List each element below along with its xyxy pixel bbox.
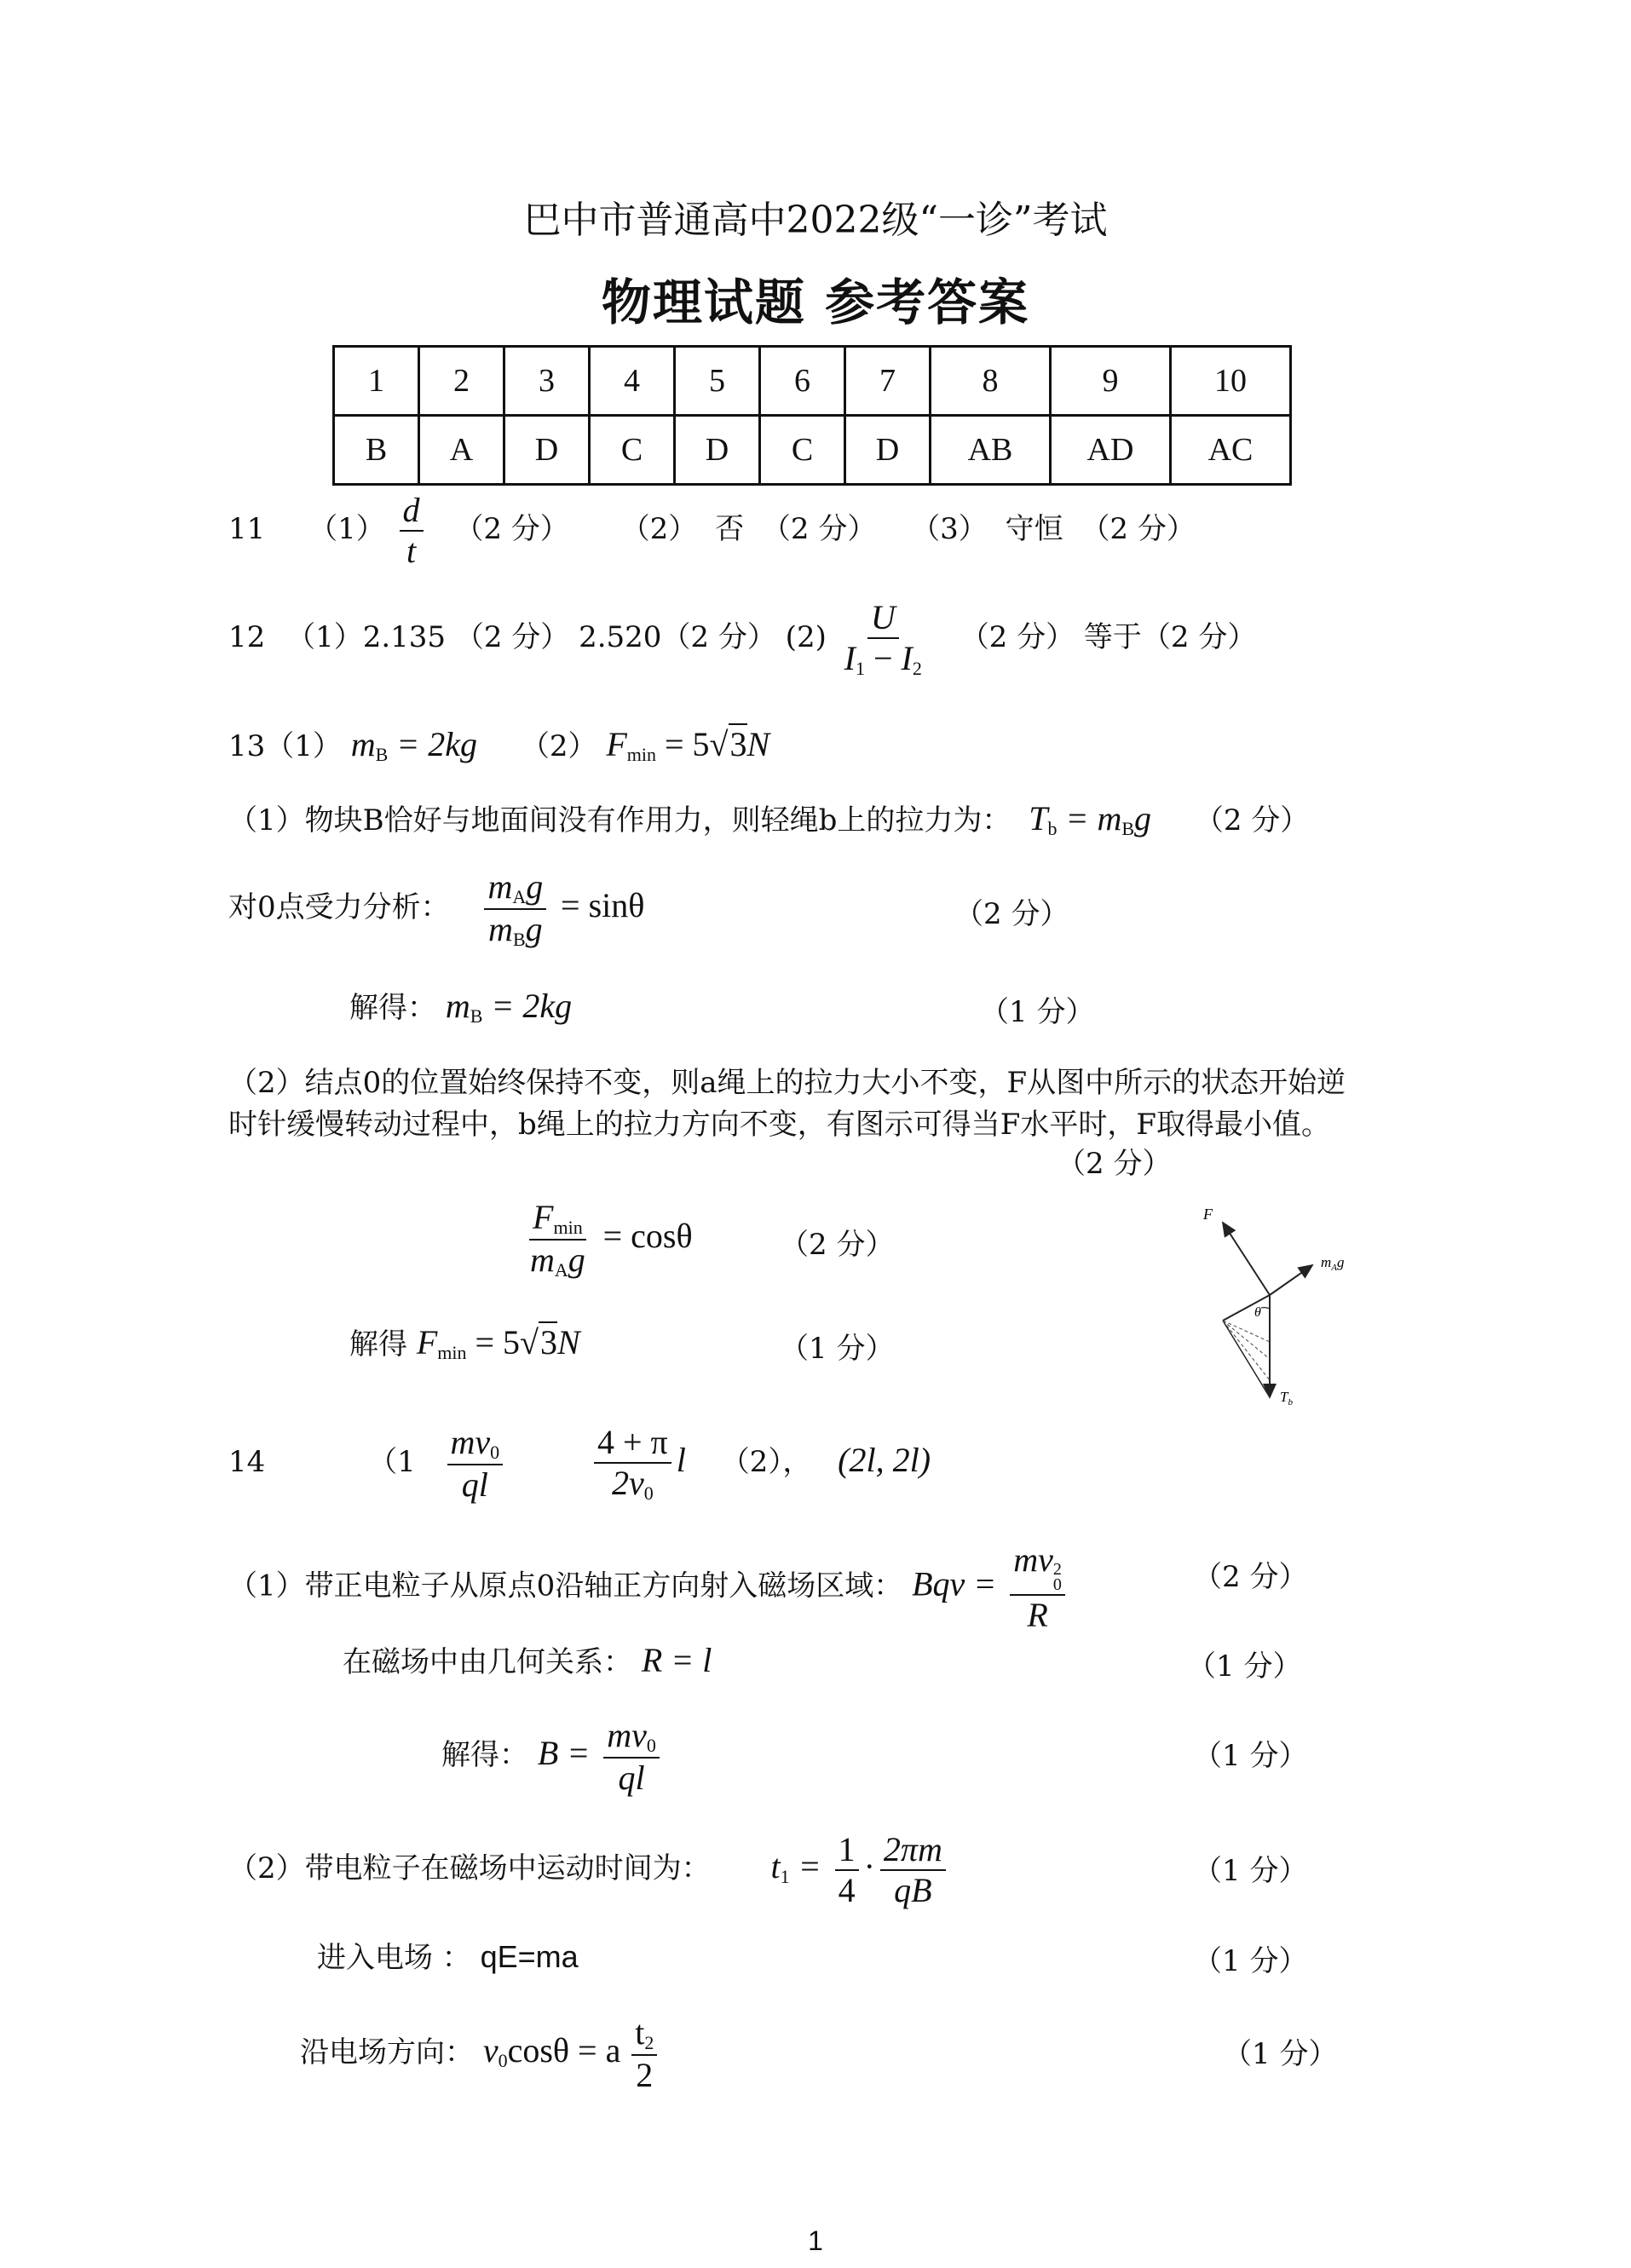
fraction [880, 1832, 946, 1908]
q13-header: 13（1） $m_B = 2kg$ （2） $F_{min} = 5√3N$ [228, 725, 770, 765]
score: （2 分） [761, 512, 877, 546]
fraction [594, 1425, 671, 1503]
force-mag-arrow [1270, 1265, 1312, 1295]
subscript: B [512, 929, 526, 951]
fraction [400, 492, 424, 569]
part-label: （2）， [720, 1445, 812, 1480]
q13-eq4 [522, 1200, 693, 1280]
step-text: 解得： [349, 991, 436, 1025]
subscript: 1 [855, 658, 865, 679]
score: （2 分） [1193, 1560, 1308, 1594]
subscript: 0 [490, 1442, 500, 1463]
score: （2 分） [454, 512, 569, 546]
fraction [1010, 1542, 1065, 1633]
q14-line1 [228, 1542, 1070, 1633]
expr: Bqv = [912, 1564, 1006, 1603]
step-text: 解得 [349, 1327, 407, 1361]
table-row-answers [334, 416, 1291, 485]
var: g [568, 1240, 585, 1280]
var: m [445, 987, 470, 1025]
subscript: A [554, 1259, 568, 1281]
q14-line3 [441, 1718, 665, 1796]
var: g [525, 910, 543, 949]
expr: R = l [641, 1641, 712, 1679]
frac-den: R [1027, 1596, 1048, 1634]
step-text: 对0点受力分析： [228, 890, 450, 925]
fraction [484, 869, 546, 949]
score: （2 分） [1081, 512, 1196, 546]
var: I [844, 639, 856, 677]
part-label: （1） [265, 729, 342, 763]
table-row-numbers [334, 347, 1291, 416]
var: T [1029, 799, 1048, 838]
expr: = m [1057, 799, 1122, 838]
frac-num: d [400, 492, 424, 532]
var: m [488, 910, 513, 949]
subscript: B [1121, 818, 1135, 839]
subscript: b [1047, 818, 1058, 839]
part-label: （1） [308, 512, 385, 546]
operator: · [863, 1847, 875, 1885]
table-cell: B [334, 416, 419, 485]
var: v [482, 2031, 499, 2070]
fraction [835, 1832, 859, 1908]
var: m [350, 725, 376, 763]
var: mv [1013, 1540, 1053, 1579]
step-text: （1）带正电粒子从原点0沿轴正方向射入磁场区域： [228, 1569, 903, 1603]
subscript: B [470, 1005, 483, 1027]
expr: = 2kg [482, 987, 573, 1025]
answer-text: （1）2.135 （2 分） 2.520（2 分） (2) [286, 620, 827, 655]
force-line [1223, 1321, 1270, 1397]
table-cell: AD [1051, 416, 1171, 485]
subscript: min [437, 1342, 467, 1363]
q13-line3 [349, 984, 572, 1028]
q13-line1 [228, 797, 1309, 840]
score: （1 分） [1187, 1649, 1302, 1684]
score: （1 分） [1193, 1739, 1308, 1773]
expr: = [789, 1847, 830, 1885]
score: （1 分） [780, 1332, 895, 1366]
var: F [416, 1323, 438, 1361]
subscript: B [375, 744, 389, 765]
answer: 否 [715, 512, 745, 546]
question-number: 13 [228, 729, 266, 763]
question-number: 12 [228, 620, 266, 655]
var: t [770, 1847, 781, 1885]
expr: = 5 [655, 725, 710, 763]
frac-den: t [406, 532, 417, 570]
subscript: 2 [644, 2032, 654, 2053]
radicand: 3 [729, 725, 747, 763]
label-theta: θ [1254, 1305, 1261, 1320]
step-text: （1）物块B恰好与地面间没有作用力，则轻绳b上的拉力为： [228, 803, 1011, 838]
step-text: 进入电场 ： [317, 1941, 471, 1975]
frac-den: $I_1 - I_2$ [844, 639, 922, 679]
question-number: 11 [228, 512, 266, 546]
expr: B = [537, 1734, 599, 1773]
var: m [530, 1240, 555, 1280]
expr: = 2kg [388, 725, 478, 763]
subscript: 0 [498, 2050, 508, 2072]
subscript: min [626, 744, 656, 765]
score: （1 分） [1193, 1854, 1308, 1888]
superscript: 2 [1052, 1560, 1062, 1579]
var: l [676, 1441, 686, 1480]
q14-header [228, 1425, 931, 1503]
frac-num: 1 [835, 1832, 859, 1871]
table-cell: 6 [760, 347, 845, 416]
label-f: F [1203, 1206, 1213, 1223]
q11-line [228, 492, 1196, 569]
expr: qE=ma [480, 1939, 579, 1974]
part-label: （2） [520, 729, 597, 763]
table-cell: 5 [675, 347, 760, 416]
step-text: 在磁场中由几何关系： [343, 1645, 632, 1679]
score: （2 分） [1057, 1147, 1172, 1181]
table-cell: D [675, 416, 760, 485]
frac-num: 2πm [880, 1832, 946, 1871]
score: （1 分） [1223, 2037, 1338, 2071]
subscript: 0 [646, 1735, 656, 1756]
part-label: （2） [620, 512, 698, 546]
answer: (2l, 2l) [838, 1441, 931, 1480]
page-number: 1 [808, 2225, 823, 2256]
var: g [526, 867, 544, 906]
q14-line6 [300, 2015, 662, 2093]
q13-eq5: 解得 $F_{min} = 5√3N$ [349, 1323, 580, 1363]
force-line [1223, 1321, 1270, 1359]
expr: = sinθ [561, 886, 645, 925]
subscript: 0 [643, 1482, 654, 1504]
unit: N [746, 725, 770, 763]
subscript: min [553, 1217, 583, 1238]
var: mv [450, 1423, 491, 1461]
force-diagram [1193, 1189, 1380, 1410]
expr: cosθ = a [507, 2031, 621, 2070]
score: （2 分） [780, 1228, 895, 1262]
unit: N [557, 1323, 580, 1361]
fraction [527, 1200, 589, 1280]
q14-line4 [228, 1832, 951, 1908]
table-cell: 1 [334, 347, 419, 416]
var: F [606, 725, 627, 763]
angle-arc [1261, 1308, 1270, 1309]
fraction [603, 1718, 660, 1796]
frac-den: ql [618, 1759, 645, 1798]
frac-den: 4 [838, 1871, 856, 1909]
part-label: （3） [911, 512, 988, 546]
label-t: $T_b$ [1280, 1389, 1293, 1407]
table-cell: C [760, 416, 845, 485]
table-cell: 4 [590, 347, 675, 416]
table-cell: D [845, 416, 931, 485]
radicand: 3 [540, 1323, 557, 1361]
frac-den: 2 [636, 2056, 654, 2095]
score: （1 分） [980, 995, 1095, 1029]
q13-line2 [228, 869, 644, 949]
table-cell: 9 [1051, 347, 1171, 416]
score: （2 分） [954, 897, 1069, 931]
q13-para-line1: （2）结点0的位置始终保持不变，则a绳上的拉力大小不变，F从图中所示的状态开始逆 [228, 1066, 1346, 1100]
subscript: A [512, 886, 527, 907]
force-f-arrow [1223, 1223, 1270, 1295]
var: g [1134, 799, 1152, 838]
table-cell: D [504, 416, 590, 485]
table-cell: 2 [419, 347, 504, 416]
subscript: 2 [912, 658, 922, 679]
score: （2 分） [1194, 803, 1310, 838]
subscript: 0 [1052, 1575, 1062, 1594]
frac-num: U [867, 600, 899, 639]
table-cell: 3 [504, 347, 590, 416]
frac-den: ql [461, 1465, 488, 1505]
frac-den: qB [894, 1871, 932, 1909]
doc-subtitle: 物理试题 参考答案 [601, 273, 1030, 331]
q14-line5 [317, 1934, 579, 1976]
table-cell: 8 [931, 347, 1051, 416]
part-label: （1 [368, 1445, 416, 1480]
table-cell: A [419, 416, 504, 485]
step-text: 沿电场方向： [300, 2035, 474, 2070]
expr: = 5 [466, 1323, 521, 1361]
table-cell: 7 [845, 347, 931, 416]
label-mag: $m_Ag$ [1321, 1254, 1345, 1273]
exam-title: 巴中市普通高中2022级“一诊”考试 [523, 199, 1108, 242]
q12-line [228, 600, 1256, 678]
table-cell: C [590, 416, 675, 485]
answer-text: （2 分） 等于（2 分） [960, 620, 1257, 655]
answer: 守恒 [1005, 512, 1063, 546]
var: F [533, 1198, 554, 1236]
fraction [841, 600, 925, 678]
step-text: （2）带电粒子在磁场中运动时间为： [228, 1851, 711, 1885]
var: I [901, 639, 913, 677]
table-cell: AC [1171, 416, 1291, 485]
force-line [1223, 1321, 1270, 1380]
table-cell: AB [931, 416, 1051, 485]
fraction [631, 2015, 657, 2093]
score: （1 分） [1193, 1944, 1308, 1978]
question-number: 14 [228, 1445, 266, 1480]
expr: = cosθ [602, 1217, 693, 1256]
subscript: 1 [780, 1866, 790, 1887]
var: m [487, 867, 513, 906]
table-cell: 10 [1171, 347, 1291, 416]
q14-line2 [343, 1638, 712, 1680]
var: 2v [611, 1464, 644, 1502]
frac-num: 4 + π [594, 1425, 671, 1464]
var: mv [607, 1716, 647, 1754]
q13-para-line2: 时针缓慢转动过程中，b绳上的拉力方向不变，有图示可得当F水平时，F取得最小值。 [228, 1108, 1330, 1142]
step-text: 解得： [441, 1738, 528, 1773]
var: t [635, 2013, 645, 2052]
answer-table [332, 345, 1292, 486]
fraction [447, 1425, 504, 1503]
